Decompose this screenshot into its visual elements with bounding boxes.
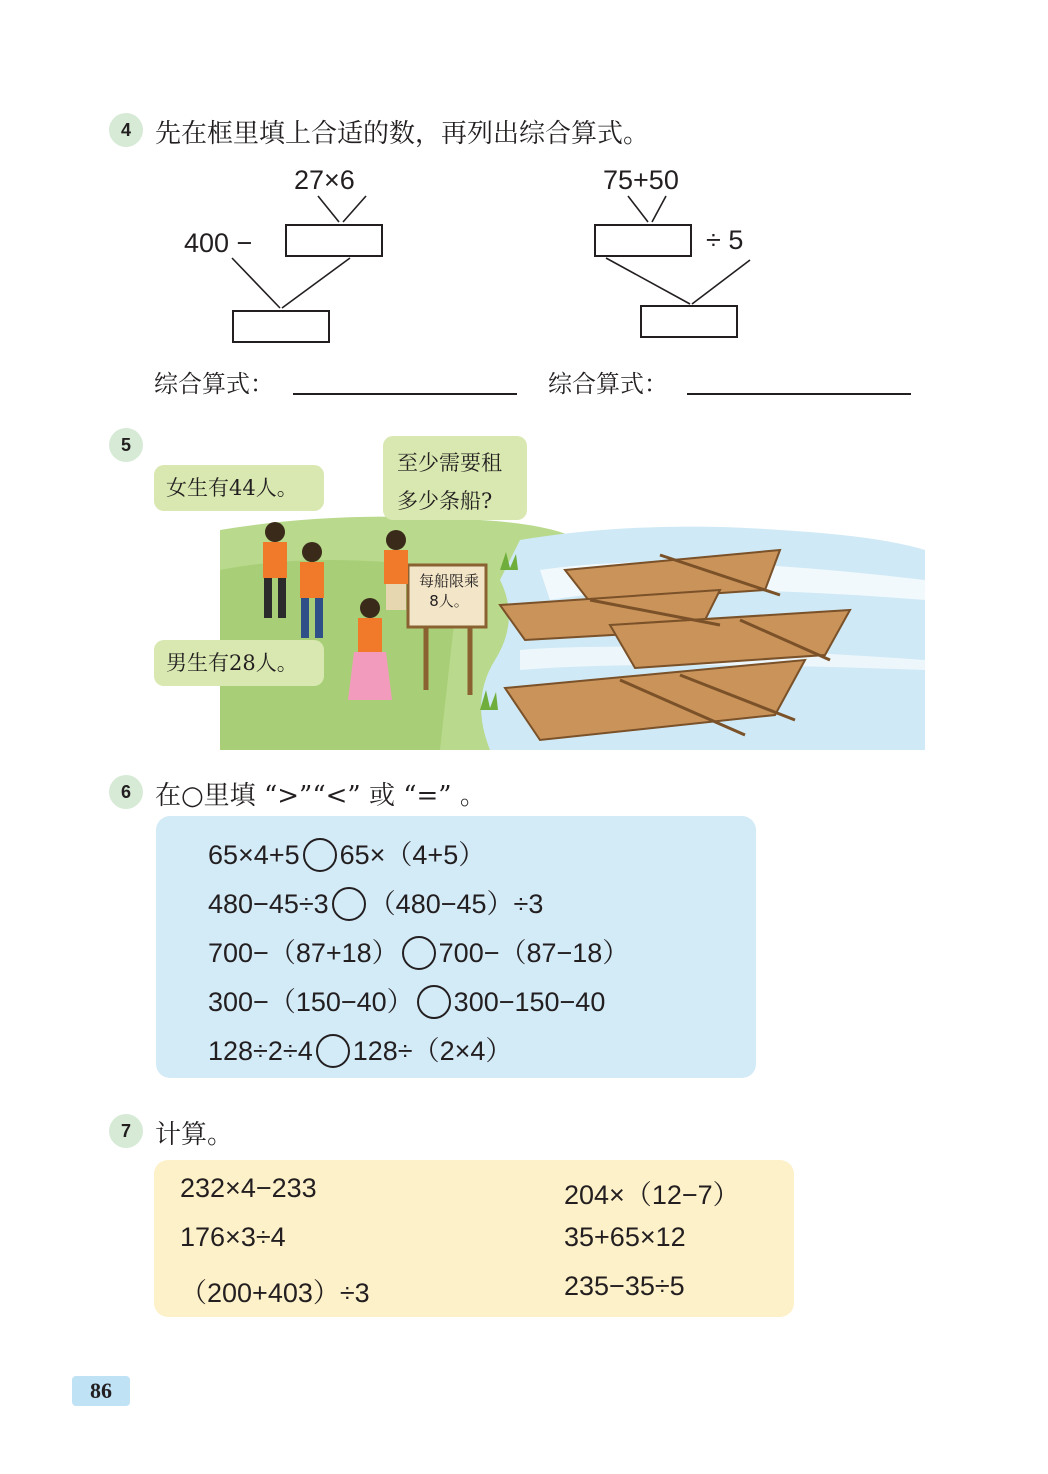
q4-left-formula-label: 综合算式： xyxy=(154,370,274,398)
calc-right-3: 235−35÷5 xyxy=(564,1271,685,1301)
q4-right-formula-label: 综合算式： xyxy=(548,370,668,398)
q4-left-answer-box-top[interactable] xyxy=(285,224,383,257)
q4-left-side-expression: 400 − xyxy=(184,228,253,258)
q4-right-top-expression: 75+50 xyxy=(603,165,679,195)
question-number-7: 7 xyxy=(109,1114,143,1148)
q4-right-formula-blank[interactable] xyxy=(687,393,911,395)
boat-sign-text xyxy=(410,571,488,611)
comparison-left-5: 128÷2÷4 xyxy=(208,1036,313,1066)
q4-right-answer-box-bottom[interactable] xyxy=(640,305,738,338)
sign-line-2: 8人。 xyxy=(429,592,469,610)
calc-right-1: 204×（12−7） xyxy=(564,1180,740,1210)
calc-right-2: 35+65×12 xyxy=(564,1222,686,1252)
answer-circle-2[interactable] xyxy=(332,887,366,921)
question-4-title: 先在框里填上合适的数，再列出综合算式。 xyxy=(155,119,650,149)
question-number-6: 6 xyxy=(109,775,143,809)
question-number-4: 4 xyxy=(109,113,143,147)
answer-circle-1[interactable] xyxy=(303,838,337,872)
q4-left-formula-blank[interactable] xyxy=(293,393,517,395)
page-number: 86 xyxy=(72,1376,130,1406)
comparison-row-3 xyxy=(208,931,629,972)
sign-line-1: 每船限乘 xyxy=(418,572,479,590)
q4-right-answer-box-top[interactable] xyxy=(594,224,692,257)
comparison-left-3: 700−（87+18） xyxy=(208,938,399,968)
comparison-right-1: 65×（4+5） xyxy=(339,840,486,870)
q4-left-answer-box-bottom[interactable] xyxy=(232,310,330,343)
speech-bubble-boys: 男生有28人。 xyxy=(154,640,324,686)
answer-circle-4[interactable] xyxy=(417,985,451,1019)
comparison-left-4: 300−（150−40） xyxy=(208,987,414,1017)
calc-left-2: 176×3÷4 xyxy=(180,1222,286,1252)
boat-rental-illustration xyxy=(220,510,925,750)
question-bubble-line-1: 至少需要租 xyxy=(397,451,502,475)
answer-circle-3[interactable] xyxy=(402,936,436,970)
answer-circle-5[interactable] xyxy=(316,1034,350,1068)
comparison-row-2 xyxy=(208,882,543,923)
speech-bubble-question xyxy=(383,436,527,520)
comparison-right-3: 700−（87−18） xyxy=(438,938,630,968)
comparison-row-5 xyxy=(208,1029,512,1070)
comparison-row-4 xyxy=(208,980,605,1021)
question-bubble-line-2: 多少条船? xyxy=(397,489,493,513)
comparison-left-1: 65×4+5 xyxy=(208,840,300,870)
question-number-5: 5 xyxy=(109,428,143,462)
calc-left-1: 232×4−233 xyxy=(180,1173,317,1203)
comparison-right-5: 128÷（2×4） xyxy=(352,1036,513,1066)
q4-left-connector-lines xyxy=(0,0,1048,400)
q4-right-side-expression: ÷ 5 xyxy=(706,225,744,255)
speech-bubble-girls: 女生有44人。 xyxy=(154,465,324,511)
calc-left-3: （200+403）÷3 xyxy=(180,1278,370,1308)
question-7-title: 计算。 xyxy=(155,1120,234,1150)
q4-left-top-expression: 27×6 xyxy=(294,165,355,195)
comparison-row-1 xyxy=(208,833,485,874)
comparison-right-4: 300−150−40 xyxy=(453,987,606,1017)
comparison-left-2: 480−45÷3 xyxy=(208,889,329,919)
question-6-title: 在○里填 “>”“<” 或 “=” 。 xyxy=(155,781,486,811)
comparison-right-2: （480−45）÷3 xyxy=(368,889,544,919)
